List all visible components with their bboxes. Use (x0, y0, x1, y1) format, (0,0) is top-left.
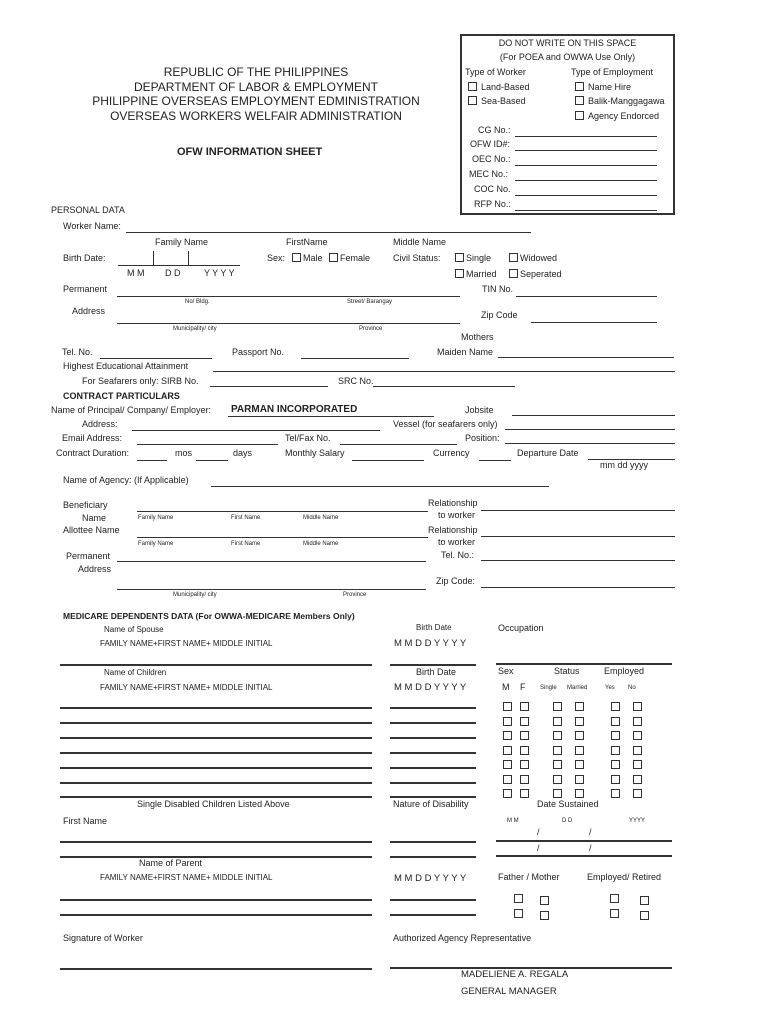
child-male-checkbox[interactable] (503, 746, 512, 755)
children-label: Name of Children (104, 668, 167, 677)
spouse-occupation-label: Occupation (498, 623, 544, 633)
sustained-yyyy-caption: YYYY (629, 818, 646, 824)
child-employed-yes-checkbox[interactable] (611, 731, 620, 740)
to-worker-label: to worker (438, 510, 476, 520)
status-married-caption: Married (567, 685, 588, 691)
cg-no-label: CG No.: (478, 125, 511, 135)
allottee-relationship-line[interactable] (481, 536, 675, 537)
oec-no-line[interactable] (515, 165, 657, 166)
province-caption: Province (343, 592, 367, 598)
first-name-caption: First Name (231, 515, 261, 521)
child-married-checkbox[interactable] (575, 746, 584, 755)
child-name-line[interactable] (60, 767, 372, 769)
principal-line (228, 416, 434, 417)
office-box-title: DO NOT WRITE ON THIS SPACE (498, 38, 637, 48)
email-label: Email Address: (62, 433, 123, 443)
principal-label: Name of Principal/ Company/ Employer: (51, 405, 212, 415)
manager-title: GENERAL MANAGER (461, 986, 557, 997)
child-name-line[interactable] (60, 752, 372, 754)
spouse-label: Name of Spouse (104, 625, 164, 634)
date-slash: / (589, 827, 592, 837)
name-format-caption: FAMILY NAME+FIRST NAME+ MIDDLE INITIAL (100, 683, 273, 692)
mec-no-label: MEC No.: (469, 169, 509, 179)
parent-name-line[interactable] (60, 899, 372, 901)
child-married-checkbox[interactable] (575, 717, 584, 726)
employed-no-caption: No (628, 685, 636, 691)
municipality-caption: Municipality/ city (173, 326, 217, 332)
disabled-child-line[interactable] (60, 841, 372, 843)
single-checkbox[interactable] (455, 253, 464, 262)
sex-m-caption: M (502, 682, 510, 692)
departure-date-format: mm dd yyyy (600, 460, 649, 470)
child-employed-yes-checkbox[interactable] (611, 717, 620, 726)
married-label: Married (466, 269, 497, 279)
child-name-line[interactable] (60, 722, 372, 724)
middle-name-caption: Middle Name (393, 237, 447, 247)
rfp-no-line[interactable] (515, 210, 657, 211)
province-caption: Province (359, 326, 383, 332)
child-female-checkbox[interactable] (520, 731, 529, 740)
type-of-worker-label: Type of Worker (465, 67, 526, 77)
address-label: Address (72, 306, 106, 316)
principal-value[interactable]: PARMAN INCORPORATED (231, 404, 358, 415)
family-name-caption: Family Name (155, 237, 209, 247)
owwa-heading: OVERSEAS WORKERS WELFAIR ADMINISTRATION (110, 109, 402, 123)
type-of-employment-label: Type of Employment (571, 67, 654, 77)
child-birth-date-line[interactable] (390, 737, 476, 739)
mothers-label: Mothers (461, 332, 494, 342)
signature-of-worker-label: Signature of Worker (63, 933, 143, 943)
child-name-line[interactable] (60, 737, 372, 739)
birth-month-caption: M M (127, 268, 145, 278)
birth-date-line[interactable] (118, 265, 240, 266)
sirb-no-label: For Seafarers only: SIRB No. (82, 376, 199, 386)
permanent-label: Permanent (63, 284, 108, 294)
child-male-checkbox[interactable] (503, 760, 512, 769)
child-female-checkbox[interactable] (520, 717, 529, 726)
agency-endorced-label: Agency Endorced (588, 111, 660, 121)
child-name-line[interactable] (60, 796, 372, 798)
child-employed-no-checkbox[interactable] (633, 702, 642, 711)
position-line[interactable] (505, 443, 675, 444)
birth-year-caption: Y Y Y Y (204, 268, 235, 278)
birth-day-caption: D D (165, 268, 181, 278)
zip-code-line[interactable] (531, 322, 657, 323)
address-label: Address (78, 564, 112, 574)
widowed-label: Widowed (520, 253, 558, 263)
date-slash: / (537, 843, 540, 853)
tel-no-line[interactable] (100, 358, 212, 359)
republic-heading: REPUBLIC OF THE PHILIPPINES (163, 65, 349, 79)
child-employed-yes-checkbox[interactable] (611, 746, 620, 755)
child-employed-yes-checkbox[interactable] (611, 775, 620, 784)
form-title: OFW INFORMATION SHEET (177, 146, 323, 158)
child-birth-date-line[interactable] (390, 782, 476, 784)
allottee-name-line[interactable] (137, 537, 428, 538)
mother-checkbox[interactable] (540, 896, 549, 905)
allottee-name-label: Allottee Name (63, 525, 120, 535)
date-slash: / (589, 843, 592, 853)
family-name-caption: Family Name (138, 541, 174, 547)
land-based-checkbox[interactable] (468, 82, 477, 91)
src-no-label: SRC No. (338, 376, 374, 386)
male-label: Male (303, 253, 323, 263)
child-male-checkbox[interactable] (503, 717, 512, 726)
mec-no-line[interactable] (515, 180, 657, 181)
balik-manggagawa-label: Balik-Manggagawa (588, 96, 665, 106)
parent-employed-checkbox[interactable] (610, 894, 619, 903)
tel-fax-label: Tel/Fax No. (285, 433, 331, 443)
disabled-children-label: Single Disabled Children Listed Above (137, 799, 290, 809)
child-single-checkbox[interactable] (553, 717, 562, 726)
spouse-birth-date-format: M M D D Y Y Y Y (394, 638, 467, 649)
beneficiary-name-label: Name (82, 513, 107, 523)
name-format-caption: FAMILY NAME+FIRST NAME+ MIDDLE INITIAL (100, 639, 273, 648)
date-sustained-line[interactable] (496, 840, 672, 842)
education-line[interactable] (213, 371, 675, 372)
employed-column-label: Employed (604, 666, 645, 676)
child-male-checkbox[interactable] (503, 702, 512, 711)
address-line-1[interactable] (117, 296, 460, 297)
street-barangay-caption: Street/ Barangay (347, 299, 393, 305)
duration-days-line[interactable] (196, 460, 228, 461)
balik-manggagawa-checkbox[interactable] (575, 96, 584, 105)
child-employed-no-checkbox[interactable] (633, 760, 642, 769)
tel-fax-line[interactable] (340, 444, 457, 445)
disability-line[interactable] (390, 856, 476, 858)
status-column-label: Status (554, 666, 580, 676)
sea-based-label: Sea-Based (481, 96, 526, 106)
child-male-checkbox[interactable] (503, 731, 512, 740)
child-employed-no-checkbox[interactable] (633, 746, 642, 755)
child-birth-date-line[interactable] (390, 752, 476, 754)
cg-no-line[interactable] (515, 136, 657, 137)
education-label: Highest Educational Attainment (63, 361, 189, 371)
coc-no-label: COC No. (474, 184, 511, 194)
beneficiary-zip-line[interactable] (481, 587, 675, 588)
address-line-2[interactable] (117, 323, 460, 324)
spouse-occupation-line[interactable] (496, 663, 672, 665)
spouse-birth-date-label: Birth Date (416, 623, 452, 632)
contract-particulars-heading: CONTRACT PARTICULARS (63, 391, 180, 401)
child-married-checkbox[interactable] (575, 760, 584, 769)
child-single-checkbox[interactable] (553, 702, 562, 711)
nature-of-disability-label: Nature of Disability (393, 799, 469, 809)
beneficiary-address-line-1[interactable] (117, 561, 426, 562)
child-birth-date-line[interactable] (390, 722, 476, 724)
employer-address-line[interactable] (132, 430, 380, 431)
beneficiary-name-line[interactable] (137, 511, 428, 512)
child-female-checkbox[interactable] (520, 746, 529, 755)
maiden-name-line[interactable] (498, 357, 674, 358)
dole-heading: DEPARTMENT OF LABOR & EMPLOYMENT (133, 80, 379, 94)
middle-name-caption: Middle Name (303, 515, 339, 521)
days-label: days (233, 448, 253, 458)
sustained-mm-caption: M M (507, 818, 519, 824)
tin-line[interactable] (516, 296, 657, 297)
mos-label: mos (175, 448, 193, 458)
child-female-checkbox[interactable] (520, 702, 529, 711)
rfp-no-label: RFP No.: (474, 199, 511, 209)
parent-retired-checkbox[interactable] (640, 911, 649, 920)
beneficiary-zip-label: Zip Code: (436, 576, 476, 586)
child-name-line[interactable] (60, 707, 372, 709)
male-checkbox[interactable] (292, 253, 301, 262)
disability-line[interactable] (390, 841, 476, 843)
parent-name-line[interactable] (60, 914, 372, 916)
child-employed-yes-checkbox[interactable] (611, 702, 620, 711)
poea-heading: PHILIPPINE OVERSEAS EMPLOYMENT EDMINISTRATION (92, 94, 420, 108)
beneficiary-tel-label: Tel. No.: (441, 550, 475, 560)
worker-signature-line[interactable] (60, 968, 372, 970)
currency-label: Currency (433, 448, 470, 458)
departure-date-label: Departure Date (517, 448, 579, 458)
child-employed-no-checkbox[interactable] (633, 731, 642, 740)
father-mother-label: Father / Mother (498, 872, 560, 882)
birth-date-divider (153, 251, 154, 265)
child-single-checkbox[interactable] (553, 775, 562, 784)
jobsite-label: Jobsite (465, 405, 494, 415)
child-single-checkbox[interactable] (553, 731, 562, 740)
disabled-child-line[interactable] (60, 856, 372, 858)
vessel-line[interactable] (505, 429, 675, 430)
date-slash: / (537, 827, 540, 837)
sustained-dd-caption: D D (562, 818, 573, 824)
municipality-caption: Municipality/ city (173, 592, 217, 598)
disabled-first-name-label: First Name (63, 816, 108, 826)
agency-endorced-checkbox[interactable] (575, 111, 584, 120)
beneficiary-tel-line[interactable] (481, 560, 675, 561)
agency-label: Name of Agency: (If Applicable) (63, 475, 189, 485)
monthly-salary-line[interactable] (352, 460, 424, 461)
employed-retired-label: Employed/ Retired (587, 872, 662, 882)
female-checkbox[interactable] (329, 253, 338, 262)
child-employed-no-checkbox[interactable] (633, 789, 642, 798)
date-sustained-line[interactable] (496, 855, 672, 857)
children-birth-date-format: M M D D Y Y Y Y (394, 682, 467, 693)
child-female-checkbox[interactable] (520, 775, 529, 784)
ofw-id-label: OFW ID#: (470, 139, 510, 149)
parent-birth-date-line[interactable] (390, 899, 476, 901)
child-birth-date-line[interactable] (390, 796, 476, 798)
child-birth-date-line[interactable] (390, 767, 476, 769)
sea-based-checkbox[interactable] (468, 96, 477, 105)
worker-name-label: Worker Name: (63, 221, 121, 231)
father-checkbox[interactable] (514, 909, 523, 918)
child-employed-yes-checkbox[interactable] (611, 789, 620, 798)
child-male-checkbox[interactable] (503, 775, 512, 784)
passport-no-line[interactable] (301, 358, 409, 359)
child-married-checkbox[interactable] (575, 702, 584, 711)
duration-months-line[interactable] (137, 460, 167, 461)
child-male-checkbox[interactable] (503, 789, 512, 798)
employer-address-label: Address: (82, 419, 118, 429)
seperated-checkbox[interactable] (509, 269, 518, 278)
family-name-caption: Family Name (138, 515, 174, 521)
spouse-name-line[interactable] (60, 664, 372, 666)
child-single-checkbox[interactable] (553, 760, 562, 769)
personal-data-heading: PERSONAL DATA (51, 205, 125, 215)
child-name-line[interactable] (60, 782, 372, 784)
zip-code-label: Zip Code (481, 310, 518, 320)
position-label: Position: (465, 433, 500, 443)
child-single-checkbox[interactable] (553, 789, 562, 798)
child-employed-yes-checkbox[interactable] (611, 760, 620, 769)
sex-column-label: Sex (498, 666, 514, 676)
authorized-representative-label: Authorized Agency Representative (393, 933, 532, 943)
office-box-subtitle: (For POEA and OWWA Use Only) (499, 52, 636, 62)
first-name-caption: First Name (231, 541, 261, 547)
maiden-name-label: Maiden Name (437, 347, 494, 357)
father-checkbox[interactable] (514, 894, 523, 903)
spouse-birth-date-line[interactable] (390, 664, 476, 666)
child-employed-no-checkbox[interactable] (633, 775, 642, 784)
jobsite-line[interactable] (512, 415, 675, 416)
widowed-checkbox[interactable] (509, 253, 518, 262)
seperated-label: Seperated (520, 269, 562, 279)
sex-f-caption: F (520, 682, 526, 692)
email-line[interactable] (137, 444, 278, 445)
agency-line[interactable] (211, 486, 549, 487)
name-format-caption: FAMILY NAME+FIRST NAME+ MIDDLE INITIAL (100, 873, 273, 882)
oec-no-label: OEC No.: (472, 154, 511, 164)
parent-birth-date-format: M M D D Y Y Y Y (394, 873, 467, 884)
child-birth-date-line[interactable] (390, 707, 476, 709)
child-female-checkbox[interactable] (520, 789, 529, 798)
date-sustained-label: Date Sustained (537, 799, 599, 809)
tin-label: TIN No. (482, 284, 514, 294)
single-label: Single (466, 253, 492, 263)
manager-name: MADELIENE A. REGALA (461, 969, 569, 980)
sirb-no-line[interactable] (210, 386, 328, 387)
civil-status-label: Civil Status: (393, 253, 441, 263)
relationship-label: Relationship (428, 498, 478, 508)
children-birth-date-label: Birth Date (416, 667, 457, 677)
relationship-label: Relationship (428, 525, 478, 535)
worker-name-line[interactable] (126, 232, 531, 233)
no-bldg-caption: No/ Bldg. (185, 299, 210, 305)
child-employed-no-checkbox[interactable] (633, 717, 642, 726)
permanent-label: Permanent (66, 551, 111, 561)
passport-no-label: Passport No. (232, 347, 285, 357)
tel-no-label: Tel. No. (62, 347, 93, 357)
parent-label: Name of Parent (139, 858, 203, 868)
mother-checkbox[interactable] (540, 911, 549, 920)
status-single-caption: Single (540, 685, 557, 691)
married-checkbox[interactable] (455, 269, 464, 278)
currency-line[interactable] (479, 460, 511, 461)
female-label: Female (340, 253, 371, 263)
monthly-salary-label: Monthly Salary (285, 448, 345, 458)
parent-birth-date-line[interactable] (390, 914, 476, 916)
birth-date-divider (188, 251, 189, 265)
first-name-caption: FirstName (286, 237, 328, 247)
parent-employed-checkbox[interactable] (610, 909, 619, 918)
child-single-checkbox[interactable] (553, 746, 562, 755)
coc-no-line[interactable] (515, 195, 657, 196)
child-married-checkbox[interactable] (575, 731, 584, 740)
vessel-label: Vessel (for seafarers only) (393, 419, 498, 429)
employed-yes-caption: Yes (605, 685, 615, 691)
child-married-checkbox[interactable] (575, 789, 584, 798)
land-based-label: Land-Based (481, 82, 530, 92)
child-married-checkbox[interactable] (575, 775, 584, 784)
contract-duration-label: Contract Duration: (56, 448, 130, 458)
name-hire-checkbox[interactable] (575, 82, 584, 91)
birth-date-label: Birth Date: (63, 253, 106, 263)
src-no-line[interactable] (373, 386, 515, 387)
beneficiary-address-line-2[interactable] (117, 589, 426, 590)
sex-label: Sex: (267, 253, 286, 263)
medicare-heading: MEDICARE DEPENDENTS DATA (For OWWA-MEDICARE Members Only) (63, 611, 355, 621)
beneficiary-label: Beneficiary (63, 500, 108, 510)
parent-retired-checkbox[interactable] (640, 896, 649, 905)
middle-name-caption: Middle Name (303, 541, 339, 547)
child-female-checkbox[interactable] (520, 760, 529, 769)
beneficiary-relationship-line[interactable] (481, 510, 675, 511)
to-worker-label: to worker (438, 537, 476, 547)
name-hire-label: Name Hire (588, 82, 632, 92)
ofw-id-line[interactable] (515, 150, 657, 151)
